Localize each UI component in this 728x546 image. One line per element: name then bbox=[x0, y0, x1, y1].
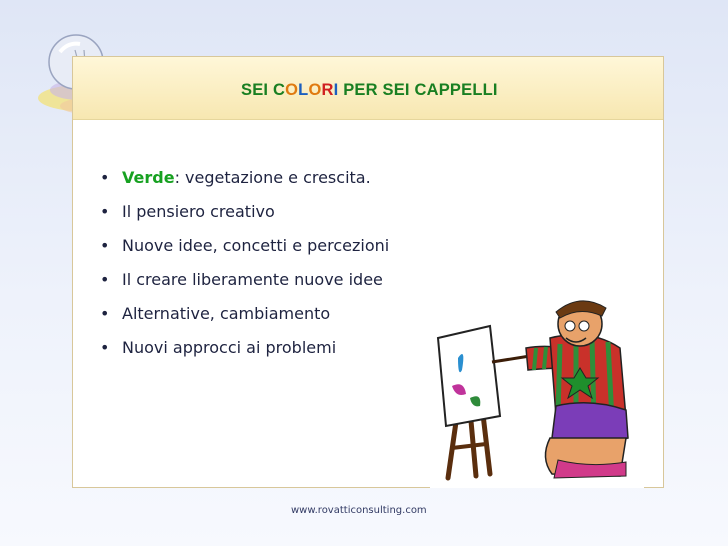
bullet-item bbox=[100, 331, 389, 365]
bullet-item bbox=[100, 263, 389, 297]
painter-illustration bbox=[430, 298, 644, 488]
bullet-text: Alternative, cambiamento bbox=[122, 304, 331, 323]
bullet-text: Il creare liberamente nuove idee bbox=[122, 270, 383, 289]
bullet-highlight-verde: Verde bbox=[122, 168, 175, 187]
footer-url: www.rovatticonsulting.com bbox=[291, 505, 427, 516]
title-band bbox=[73, 57, 663, 120]
bullet-list bbox=[100, 161, 389, 365]
bullet-item bbox=[100, 195, 389, 229]
bullet-text: : vegetazione e crescita. bbox=[174, 168, 371, 187]
title-part2: PER SEI CAPPELLI bbox=[338, 81, 498, 99]
title-letter-l: L bbox=[298, 81, 309, 99]
title-letter-r: R bbox=[321, 81, 334, 99]
title-part1: SEI bbox=[241, 81, 273, 99]
bullet-item bbox=[100, 297, 389, 331]
bullet-item bbox=[100, 229, 389, 263]
slide-title bbox=[241, 81, 498, 100]
title-letter-i: I bbox=[333, 81, 339, 99]
title-letter-o1: O bbox=[285, 81, 299, 99]
bullet-text: Il pensiero creativo bbox=[122, 202, 275, 221]
bullet-item bbox=[100, 161, 389, 195]
title-letter-o2: O bbox=[308, 81, 322, 99]
bullet-text: Nuovi approcci ai problemi bbox=[122, 338, 337, 357]
bullet-text: Nuove idee, concetti e percezioni bbox=[122, 236, 390, 255]
title-letter-c: C bbox=[272, 81, 286, 99]
